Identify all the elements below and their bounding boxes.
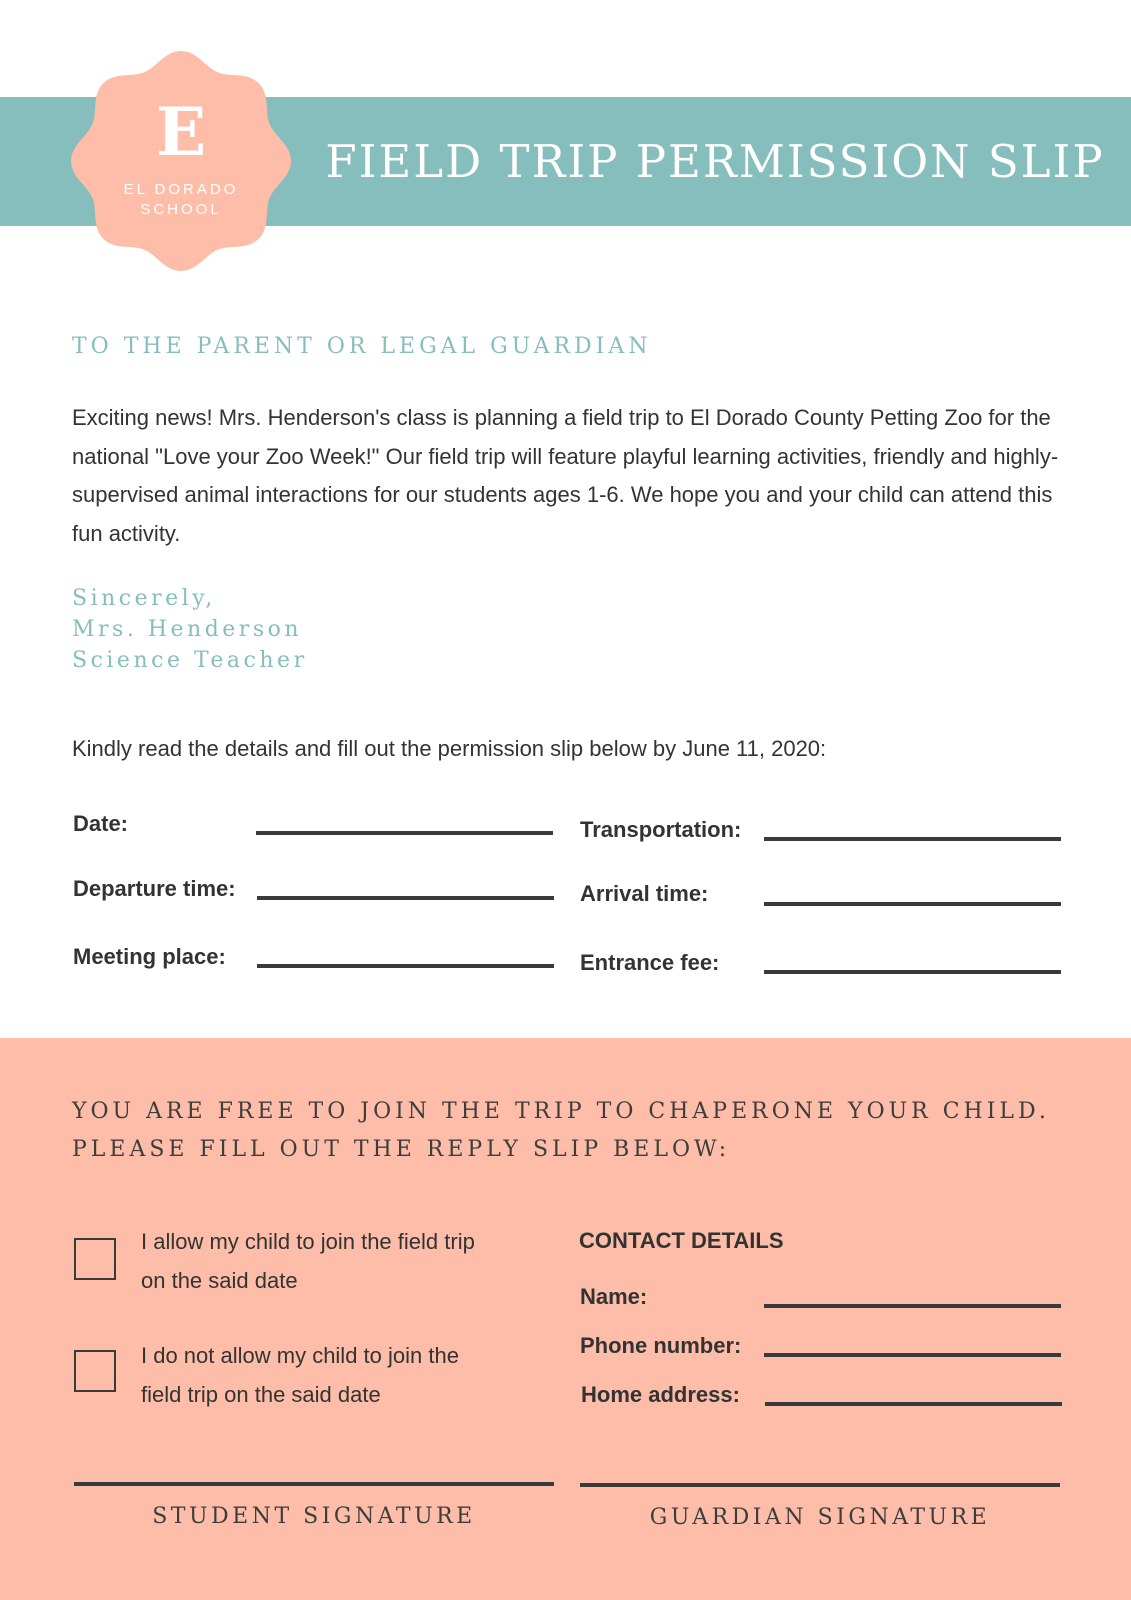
intro-paragraph: Exciting news! Mrs. Henderson's class is planning a field trip to El Dorado County Petting Zoo for the national "Love your Zoo Week!" Our field trip will feature playful learning activities, friendly and highly-supervised animal interactions for our students ages 1-6. We hope you and your child can attend this fun activity. <box>72 405 1059 546</box>
date-field[interactable] <box>256 831 553 835</box>
phone-label: Phone number: <box>580 1333 742 1358</box>
contact-details-heading: CONTACT DETAILS <box>579 1228 784 1253</box>
logo-school-line1: EL DORADO <box>123 181 239 198</box>
logo-school-name <box>70 180 292 220</box>
transportation-field[interactable] <box>764 837 1061 841</box>
entrance-fee-field[interactable] <box>764 970 1061 974</box>
meeting-place-label: Meeting place: <box>73 944 226 969</box>
departure-time-field[interactable] <box>257 896 554 900</box>
name-field[interactable] <box>764 1304 1061 1308</box>
page-title: FIELD TRIP PERMISSION SLIP <box>325 135 1105 188</box>
signoff-name: Mrs. Henderson <box>72 617 303 642</box>
logo-school-line2: SCHOOL <box>140 201 222 218</box>
reply-heading-line2: PLEASE FILL OUT THE REPLY SLIP BELOW: <box>72 1137 731 1162</box>
instruction-text: Kindly read the details and fill out the permission slip below by June 11, 2020: <box>72 736 827 761</box>
disallow-option-text: I do not allow my child to join the field trip on the said date <box>141 1343 459 1407</box>
entrance-fee-label: Entrance fee: <box>580 950 720 975</box>
student-signature-line[interactable] <box>74 1482 554 1486</box>
transportation-label: Transportation: <box>580 817 742 842</box>
student-signature-label: STUDENT SIGNATURE <box>152 1504 476 1529</box>
phone-field[interactable] <box>764 1353 1061 1357</box>
meeting-place-field[interactable] <box>257 964 554 968</box>
departure-time-label: Departure time: <box>73 876 236 901</box>
date-label: Date: <box>73 811 129 836</box>
arrival-time-label: Arrival time: <box>580 881 709 906</box>
arrival-time-field[interactable] <box>764 902 1061 906</box>
greeting-heading: TO THE PARENT OR LEGAL GUARDIAN <box>72 334 652 359</box>
guardian-signature-label: GUARDIAN SIGNATURE <box>649 1505 991 1530</box>
address-field[interactable] <box>765 1402 1062 1406</box>
reply-heading-line1: YOU ARE FREE TO JOIN THE TRIP TO CHAPERONE YOUR CHILD. <box>72 1099 1050 1124</box>
address-label: Home address: <box>581 1382 740 1407</box>
allow-option-text: I allow my child to join the field trip on the said date <box>141 1229 475 1293</box>
signoff-line: Sincerely, <box>72 586 216 611</box>
name-label: Name: <box>580 1284 648 1309</box>
signoff-title: Science Teacher <box>72 648 308 673</box>
logo-letter: E <box>155 93 207 171</box>
allow-checkbox[interactable] <box>74 1238 116 1280</box>
disallow-checkbox[interactable] <box>74 1350 116 1392</box>
guardian-signature-line[interactable] <box>580 1483 1060 1487</box>
